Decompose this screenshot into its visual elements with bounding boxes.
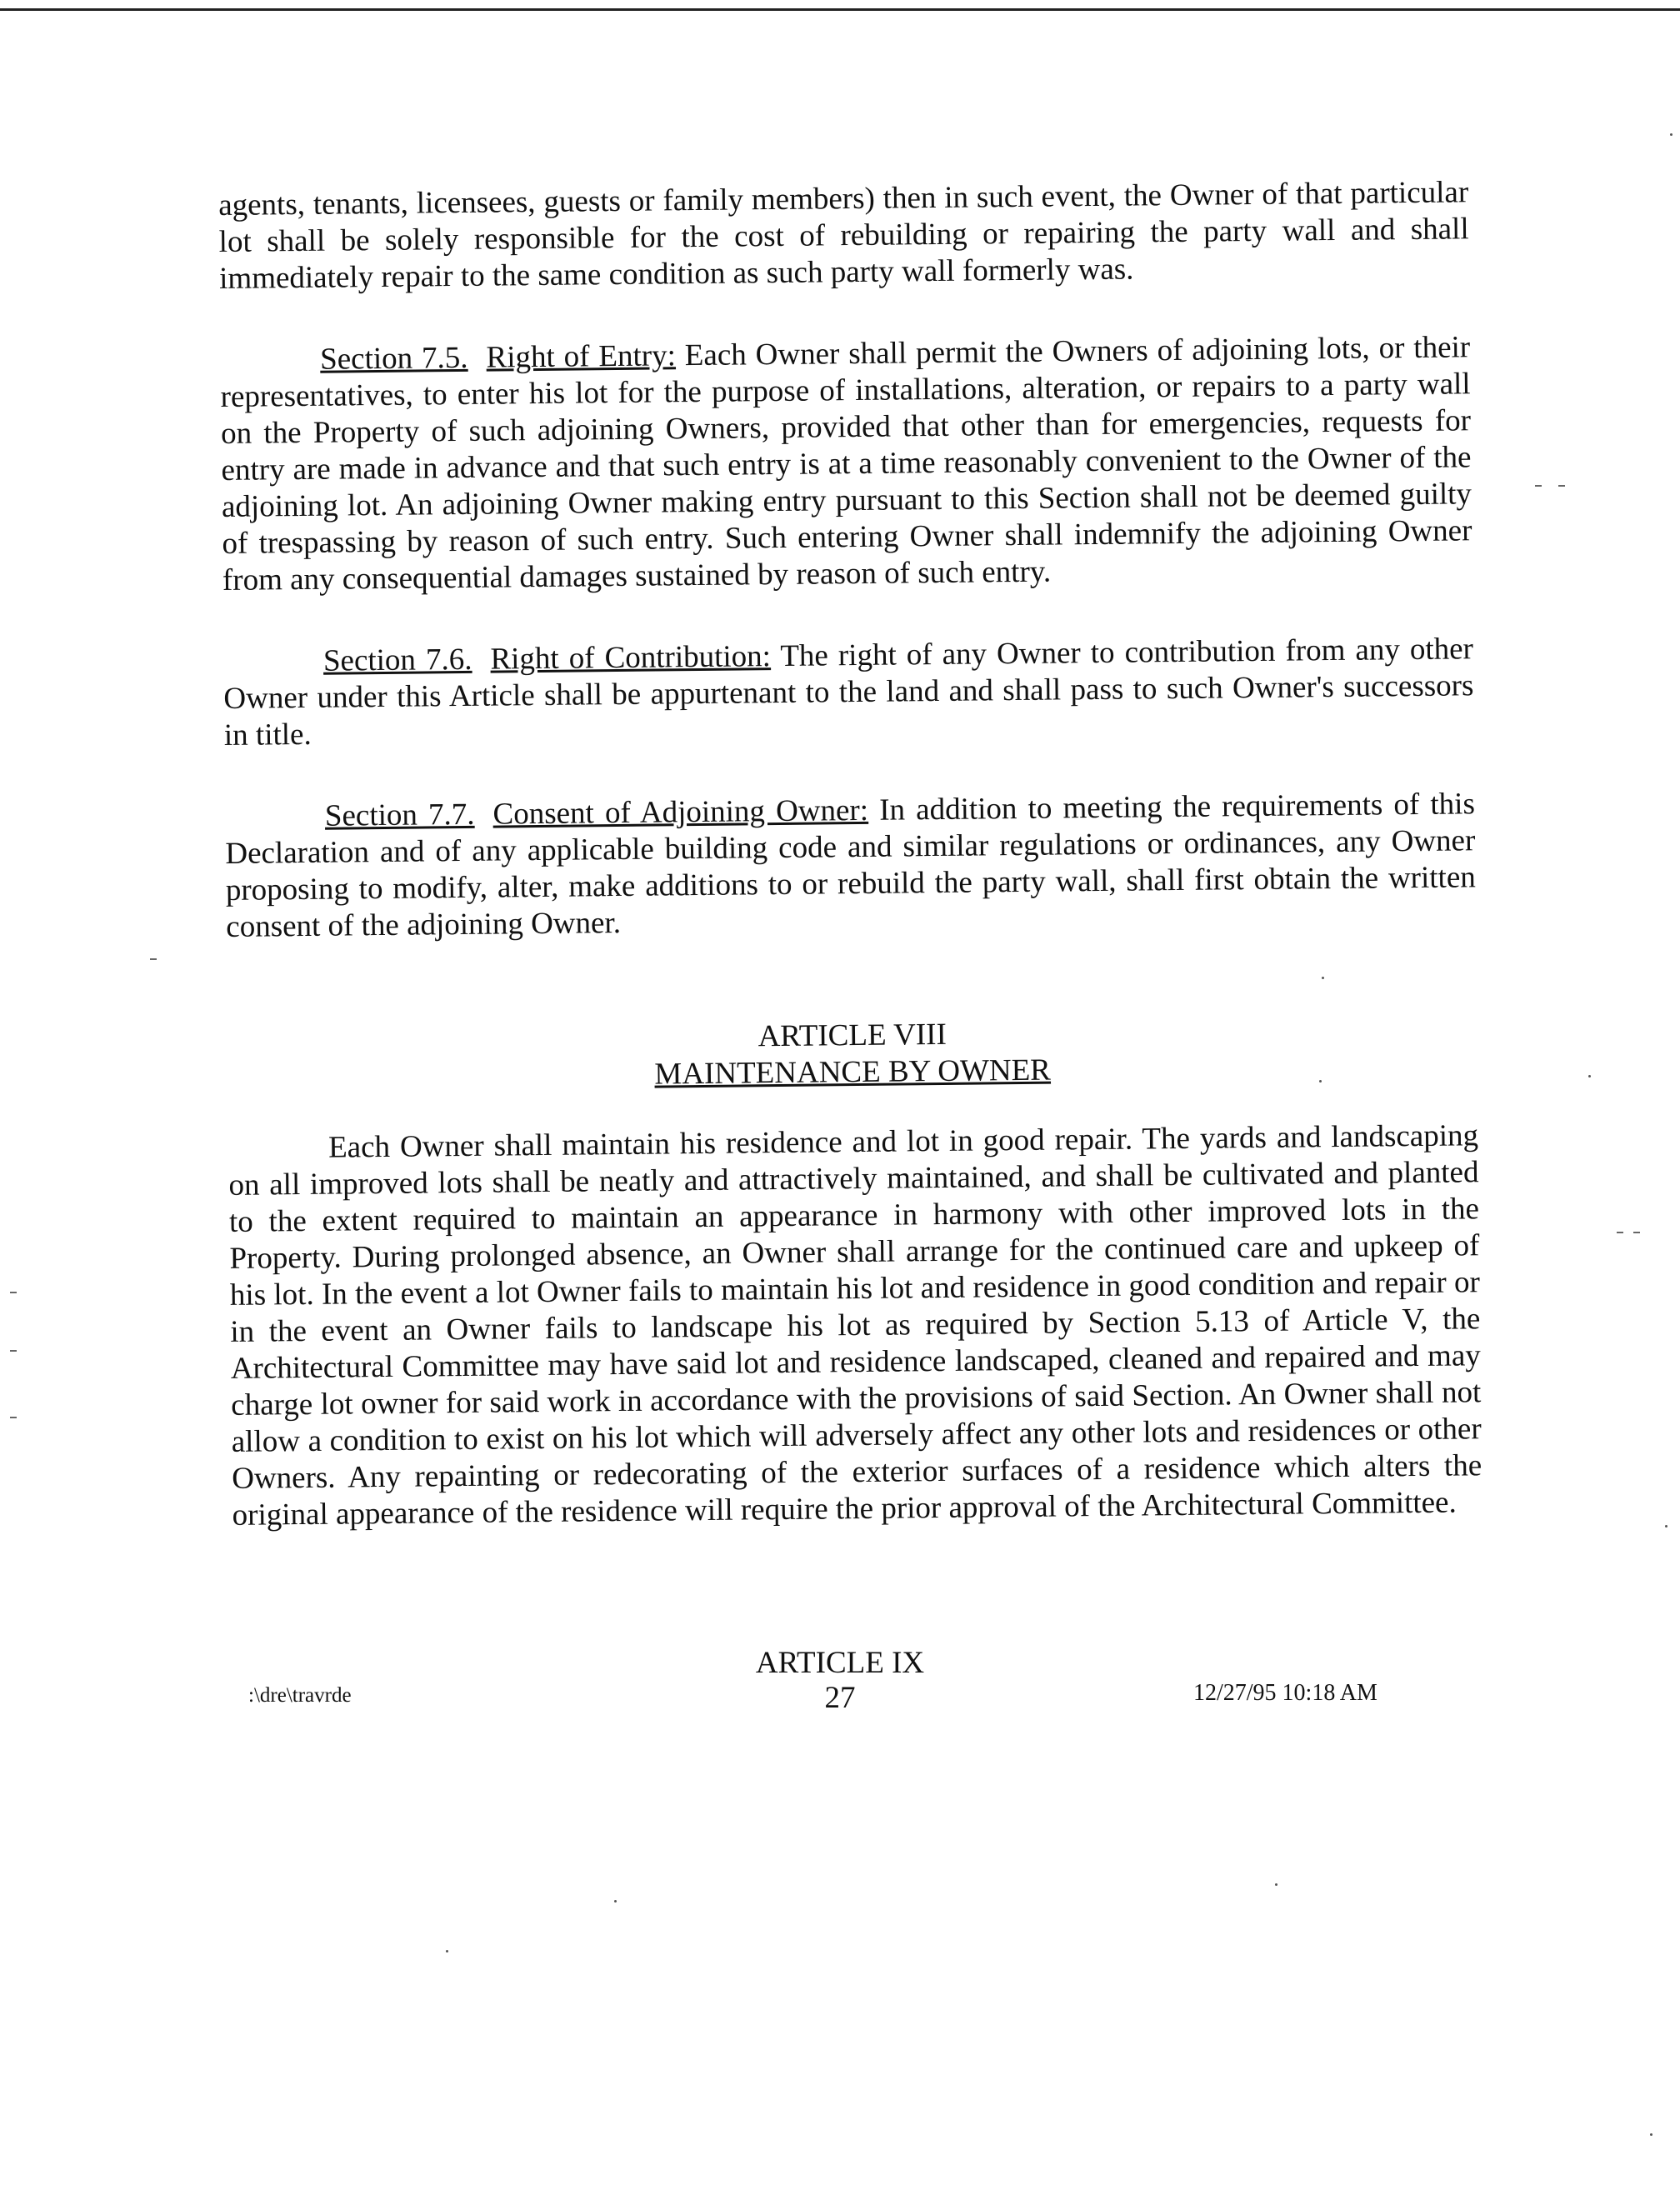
footer-timestamp: 12/27/95 10:18 AM: [1193, 1680, 1378, 1706]
section-7-7-body: In addition to meeting the requirements of this Declaration and of any applicable building code and similar regulations or ordinances, any Owner proposing to modify, alter, make additions to or rebuild the party wall, shall first obtain the written consent of the adjoining Owner.: [225, 787, 1476, 944]
article-8-heading: ARTICLE VIII: [758, 1017, 948, 1054]
page-number: 27: [824, 1681, 856, 1715]
section-7-6-title: Right of Contribution:: [490, 639, 772, 677]
scan-dash: [10, 1417, 17, 1418]
section-7-7: [225, 786, 1477, 946]
section-7-5: [220, 329, 1472, 599]
section-7-6: [223, 631, 1474, 754]
scan-dash: [150, 958, 157, 960]
scan-dash: [10, 1292, 17, 1293]
top-scan-border: [0, 8, 1680, 11]
section-7-7-title: Consent of Adjoining Owner:: [492, 792, 869, 832]
scan-speck: [446, 1950, 448, 1952]
document-body: [218, 174, 1482, 1534]
section-7-6-body: The right of any Owner to contribution from any other Owner under this Article shall be appurtenant to the land and shall pass to such Owner's successors in title.: [223, 632, 1474, 752]
paragraph-party-wall-continued: agents, tenants, licensees, guests or family members) then in such event, the Owner of that particular lot shall be solely responsible for the cost of rebuilding or repairing the party wall and shall immediately repair to the same condition as such party wall formerly was.: [218, 175, 1469, 296]
scan-speck: [1650, 2133, 1652, 2136]
scan-speck: [1665, 1525, 1668, 1528]
article-8-title: MAINTENANCE BY OWNER: [654, 1052, 1052, 1092]
scan-dash: [1633, 1232, 1640, 1233]
scan-speck: [614, 1900, 617, 1902]
footer-file-path: :\dre\travrde: [248, 1684, 352, 1707]
next-article-heading: ARTICLE IX: [755, 1646, 925, 1680]
scan-speck: [1322, 977, 1324, 979]
scan-dash: [1558, 485, 1565, 487]
section-7-7-number: Section 7.7.: [324, 797, 475, 833]
scan-speck: [1588, 1075, 1591, 1078]
section-7-5-number: Section 7.5.: [319, 340, 468, 377]
section-7-5-body: Each Owner shall permit the Owners of adjoining lots, or their representatives, to enter his lot for the purpose of installations, alteration, or repairs to a party wall on the Property of such adjoining Owners, provided that other than for emergencies, requests for entry are made in advance and that such entry is at a time reasonably convenient to the Owner of the adjoining lot. An adjoining Owner making entry pursuant to this Section shall not be deemed guilty of trespassing by reason of such entry. Such entering Owner shall indemnify the adjoining Owner from any consequential damages sustained by reason of such entry.: [220, 330, 1472, 598]
scan-dash: [1617, 1232, 1623, 1233]
scan-speck: [1670, 133, 1672, 136]
scan-speck: [1319, 1080, 1322, 1082]
scan-speck: [1275, 1883, 1278, 1886]
article-8-body: Each Owner shall maintain his residence and lot in good repair. The yards and landscaping on all improved lots shall be neatly and attractively maintained, and shall be cultivated and planted to the extent required to maintain an appearance in harmony with other improved lots in the Property. During prolonged absence, an Owner shall arrange for the continued care and upkeep of his lot. In the event a lot Owner fails to maintain his lot and residence in good condition and repair or in the event an Owner fails to landscape his lot as required by Section 5.13 of Article V, the Architectural Committee may have said lot and residence landscaped, cleaned and repaired and may charge lot owner for said work in accordance with the provisions of said Section. An Owner shall not allow a condition to exist on his lot which will adversely affect any other lots and residences or other Owners. Any repainting or redecorating of the exterior surfaces of a residence which alters the original appearance of the residence will require the prior approval of the Architectural Committee.: [228, 1118, 1482, 1532]
section-7-6-number: Section 7.6.: [322, 642, 472, 678]
scan-dash: [10, 1350, 17, 1352]
scan-dash: [1535, 485, 1542, 487]
section-7-5-title: Right of Entry:: [486, 338, 677, 375]
